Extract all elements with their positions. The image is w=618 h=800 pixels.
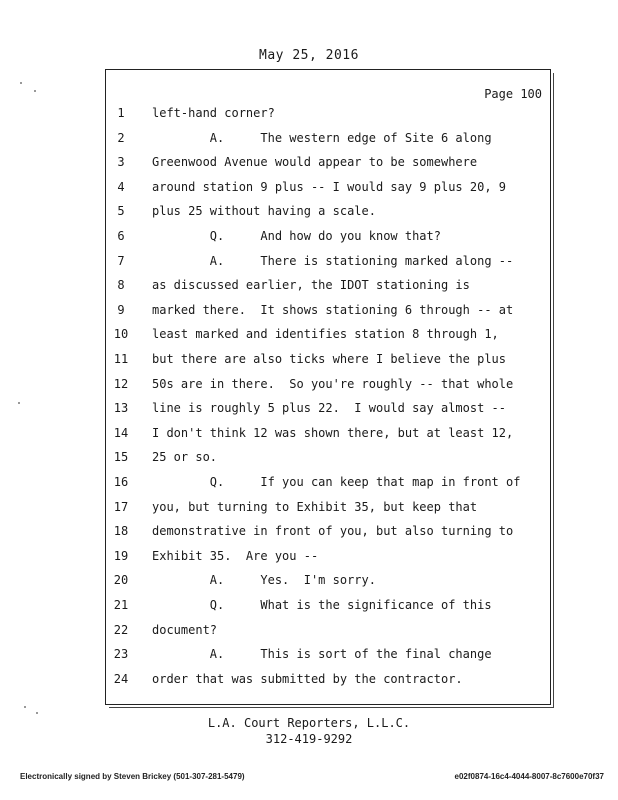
line-number: 2: [117, 130, 125, 145]
scan-speck: [18, 402, 20, 404]
scan-speck: [24, 706, 26, 708]
line-number: 18: [113, 524, 129, 539]
transcript-line: [0, 401, 618, 421]
line-text: I don't think 12 was shown there, but at least 12,: [152, 425, 514, 440]
line-number: 9: [117, 302, 125, 317]
line-number: 6: [117, 229, 125, 243]
line-text: line is roughly 5 plus 22. I would say almost --: [152, 401, 507, 416]
line-text: Q. And how do you know that?: [152, 229, 441, 243]
transcript-line: [0, 623, 618, 643]
line-number: 11: [113, 352, 129, 366]
line-text: A. There is stationing marked along --: [152, 253, 514, 268]
transcript-line: [0, 180, 618, 200]
line-text: Q. What is the significance of this: [152, 598, 492, 612]
line-number: 5: [117, 204, 125, 219]
transcript-line: [0, 672, 618, 692]
line-text: Q. If you can keep that map in front of: [152, 475, 521, 489]
transcript-line: [0, 500, 618, 520]
line-text: you, but turning to Exhibit 35, but keep that: [152, 499, 478, 514]
line-text: but there are also ticks where I believe the plus: [152, 352, 507, 366]
transcript-line: [0, 377, 618, 397]
transcript-line: [0, 573, 618, 593]
line-text: demonstrative in front of you, but also turning to: [152, 524, 514, 539]
court-reporter-phone: 312-419-9292: [265, 732, 353, 746]
transcript-line: [0, 155, 618, 175]
transcript-line: [0, 303, 618, 323]
line-text: 25 or so.: [152, 450, 218, 465]
line-text: Exhibit 35. Are you --: [152, 548, 319, 563]
line-number: 13: [113, 401, 129, 416]
line-text: Greenwood Avenue would appear to be somewhere: [152, 155, 478, 170]
transcript-line: [0, 352, 618, 372]
transcript-line: [0, 278, 618, 298]
page-number: Page 100: [484, 87, 542, 101]
transcript-line: [0, 131, 618, 151]
transcript-line: [0, 229, 618, 249]
deposition-date: May 25, 2016: [259, 48, 359, 63]
transcript-line: [0, 647, 618, 667]
line-number: 17: [113, 499, 129, 514]
line-text: marked there. It shows stationing 6 through -- at: [152, 302, 514, 317]
line-number: 12: [113, 376, 129, 391]
line-number: 7: [117, 253, 125, 268]
transcript-line: [0, 450, 618, 470]
transcript-line: [0, 426, 618, 446]
line-text: left-hand corner?: [152, 106, 275, 120]
line-number: 22: [113, 622, 129, 637]
line-number: 16: [113, 475, 129, 489]
transcript-line: [0, 204, 618, 224]
transcript-line: [0, 254, 618, 274]
line-text: least marked and identifies station 8 through 1,: [152, 327, 499, 342]
line-text: A. Yes. I'm sorry.: [152, 573, 376, 588]
electronic-signature-note: Electronically signed by Steven Brickey (501-307-281-5479): [20, 772, 245, 781]
line-text: A. The western edge of Site 6 along: [152, 130, 492, 145]
line-number: 20: [113, 573, 129, 588]
line-text: 50s are in there. So you're roughly -- that whole: [152, 376, 514, 391]
transcript-line: [0, 475, 618, 495]
line-text: document?: [152, 622, 218, 637]
line-number: 14: [113, 425, 129, 440]
line-text: A. This is sort of the final change: [152, 647, 492, 662]
line-number: 1: [117, 106, 125, 120]
line-number: 10: [113, 327, 129, 342]
court-reporter-name: L.A. Court Reporters, L.L.C.: [207, 716, 411, 730]
line-number: 8: [117, 278, 125, 293]
document-id: e02f0874-16c4-4044-8007-8c7600e70f37: [454, 772, 604, 781]
transcript-line: [0, 598, 618, 618]
scan-speck: [34, 90, 36, 92]
line-number: 15: [113, 450, 129, 465]
line-text: plus 25 without having a scale.: [152, 204, 376, 219]
transcript-line: [0, 524, 618, 544]
transcript-line: [0, 106, 618, 126]
line-number: 23: [113, 647, 129, 662]
transcript-line: [0, 327, 618, 347]
scan-speck: [36, 712, 38, 714]
line-number: 4: [117, 179, 125, 194]
line-text: order that was submitted by the contractor.: [152, 671, 463, 686]
line-text: as discussed earlier, the IDOT stationing is: [152, 278, 470, 293]
scan-speck: [20, 82, 22, 84]
transcript-line: [0, 549, 618, 569]
line-text: around station 9 plus -- I would say 9 plus 20, 9: [152, 179, 507, 194]
line-number: 19: [113, 548, 129, 563]
line-number: 21: [113, 598, 129, 612]
line-number: 3: [117, 155, 125, 170]
line-number: 24: [113, 671, 129, 686]
